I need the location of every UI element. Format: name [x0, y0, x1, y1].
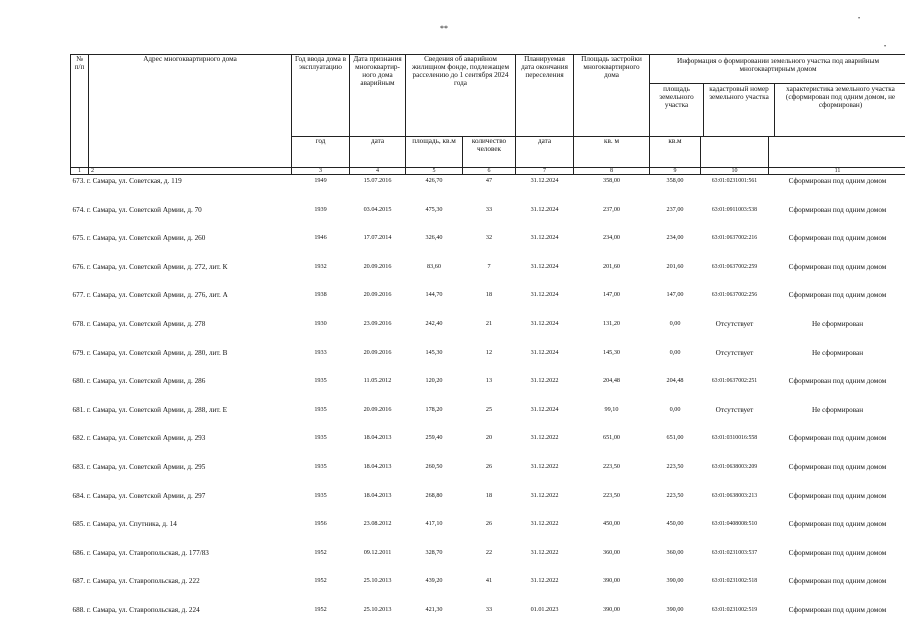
- row-plan-date: 01.01.2023: [530, 605, 559, 613]
- row-area: 242,40: [425, 319, 443, 327]
- row-built-area: 390,00: [602, 577, 620, 585]
- row-recognition-date: 09.12.2011: [363, 548, 392, 556]
- col-num: 4: [350, 168, 406, 175]
- row-recognition-date: 23.08.2012: [363, 520, 392, 528]
- row-status: Сформирован под одним домом: [788, 234, 887, 243]
- row-cadastral: Отсутствует: [715, 319, 754, 328]
- row-people: 33: [485, 205, 493, 213]
- page-number: **: [440, 24, 448, 33]
- table-row: [71, 375, 905, 404]
- row-built-area: 358,00: [602, 177, 620, 184]
- row-address: г. Самара, ул. Советской Армии, д. 286: [86, 377, 206, 386]
- row-recognition-date: 25.10.2013: [363, 605, 392, 613]
- row-area: 439,20: [425, 577, 443, 585]
- row-land-area: 0,00: [669, 319, 681, 327]
- column-numbers-row: [71, 168, 905, 175]
- row-cadastral: 63:01:0637002:251: [711, 378, 758, 385]
- table-row: [71, 289, 905, 318]
- row-recognition-date: 20.09.2016: [363, 291, 392, 299]
- row-recognition-date: 23.09.2016: [363, 319, 392, 327]
- col-date-header: Дата признания многоквартир-ного дома аварийным: [350, 55, 406, 137]
- row-address-cell: [71, 461, 292, 490]
- row-number: 687.: [72, 577, 86, 586]
- row-status: Сформирован под одним домом: [788, 291, 887, 300]
- row-area: 145,30: [425, 348, 443, 356]
- row-land-area: 201,60: [666, 262, 684, 270]
- row-number: 686.: [72, 548, 86, 557]
- row-year: 1956: [314, 520, 327, 528]
- row-status: Сформирован под одним домом: [788, 377, 887, 386]
- row-land-area: 390,00: [666, 605, 684, 613]
- col-num: 1: [71, 168, 89, 175]
- sub-people: количество человек: [463, 137, 516, 168]
- col-num: 7: [516, 168, 574, 175]
- row-people: 20: [485, 434, 493, 442]
- row-address: г. Самара, ул. Советской Армии, д. 272, лит. К: [86, 262, 228, 271]
- row-built-area: 360,00: [602, 548, 620, 556]
- table-row: [71, 518, 905, 547]
- row-built-area: 204,48: [602, 377, 620, 385]
- row-number: 675.: [72, 234, 86, 243]
- col-land-group-header: [650, 55, 905, 137]
- row-plan-date: 31.12.2024: [530, 177, 559, 184]
- row-number: 678.: [72, 319, 86, 328]
- scan-speck: •: [884, 44, 887, 50]
- row-address: г. Самара, ул. Спутника, д. 14: [86, 520, 177, 529]
- row-land-area: 360,00: [666, 548, 684, 556]
- row-number: 680.: [72, 377, 86, 386]
- col-address-header: Адрес многоквартирного дома: [89, 55, 292, 168]
- row-built-area: 201,60: [602, 262, 620, 270]
- row-address-cell: [71, 404, 292, 433]
- col-num: 5: [406, 168, 463, 175]
- col-num: 6: [463, 168, 516, 175]
- row-area: 426,70: [425, 177, 443, 184]
- table-row: [71, 604, 905, 633]
- row-plan-date: 31.12.2022: [530, 377, 559, 385]
- row-people: 32: [485, 234, 493, 242]
- row-plan-date: 31.12.2024: [530, 405, 559, 413]
- row-address: г. Самара, ул. Ставропольская, д. 177/83: [86, 548, 209, 557]
- row-status: Сформирован под одним домом: [788, 520, 887, 529]
- col-kad-header: кадастровый номер земельного участка: [704, 84, 775, 136]
- row-address-cell: [71, 289, 292, 318]
- row-land-area: 237,00: [666, 205, 684, 213]
- row-address: г. Самара, ул. Советской Армии, д. 293: [86, 434, 206, 443]
- row-status: Не сформирован: [811, 319, 864, 328]
- row-cadastral: 63:01:0408008:510: [711, 521, 758, 528]
- row-address: г. Самара, ул. Советской Армии, д. 70: [86, 205, 202, 214]
- row-plan-date: 31.12.2024: [530, 205, 559, 213]
- row-area: 260,50: [425, 462, 443, 470]
- row-cadastral: 63:01:0637002:256: [711, 292, 758, 299]
- row-built-area: 223,50: [602, 491, 620, 499]
- row-recognition-date: 18.04.2013: [363, 491, 392, 499]
- sub-built: кв. м: [574, 137, 650, 168]
- row-address: г. Самара, ул. Советской Армии, д. 260: [86, 234, 206, 243]
- col-num: 11: [769, 168, 905, 175]
- row-address: г. Самара, ул. Советской Армии, д. 288, лит. Е: [86, 405, 227, 414]
- row-address: г. Самара, ул. Советская, д. 119: [86, 177, 182, 185]
- scan-speck: •: [858, 16, 861, 22]
- table-row: [71, 232, 905, 261]
- row-number: 681.: [72, 405, 86, 414]
- row-cadastral: Отсутствует: [715, 405, 754, 414]
- row-status: Сформирован под одним домом: [788, 491, 887, 500]
- row-recognition-date: 03.04.2015: [363, 205, 392, 213]
- row-cadastral: 63:01:0231003:537: [711, 549, 758, 556]
- col-plan-header: Планируемая дата окончания переселения: [516, 55, 574, 137]
- row-cadastral: 63:01:0310016:558: [711, 435, 758, 442]
- row-recognition-date: 17.07.2014: [363, 234, 392, 242]
- col-num: 10: [701, 168, 769, 175]
- row-address-cell: [71, 347, 292, 376]
- row-year: 1946: [314, 234, 327, 242]
- row-address-cell: [71, 261, 292, 290]
- row-land-area: 204,48: [666, 377, 684, 385]
- row-recognition-date: 20.09.2016: [363, 262, 392, 270]
- row-people: 26: [485, 462, 493, 470]
- row-people: 18: [485, 291, 493, 299]
- row-address-cell: [71, 175, 292, 204]
- row-status: Сформирован под одним домом: [788, 462, 887, 471]
- housing-table: [70, 54, 905, 633]
- row-plan-date: 31.12.2024: [530, 348, 559, 356]
- row-people: 26: [485, 520, 493, 528]
- row-built-area: 99,10: [604, 405, 619, 413]
- row-year: 1938: [314, 291, 327, 299]
- row-address: г. Самара, ул. Ставропольская, д. 224: [86, 605, 200, 614]
- row-year: 1930: [314, 319, 327, 327]
- row-address-cell: [71, 547, 292, 576]
- row-built-area: 237,00: [602, 205, 620, 213]
- row-people: 21: [485, 319, 493, 327]
- row-status: Сформирован под одним домом: [788, 434, 887, 443]
- sub-land: кв.м: [650, 137, 701, 168]
- row-people: 22: [485, 548, 493, 556]
- row-cadastral: 63:01:0638003:209: [711, 463, 758, 470]
- row-status: Сформирован под одним домом: [788, 262, 887, 271]
- row-people: 41: [485, 577, 493, 585]
- row-year: 1935: [314, 405, 327, 413]
- table-row: [71, 490, 905, 519]
- row-land-area: 651,00: [666, 434, 684, 442]
- row-status: Сформирован под одним домом: [788, 577, 887, 586]
- col-status-header: характеристика земельного участка (сформирован под одним домом, не сформирован): [785, 85, 896, 109]
- row-number: 676.: [72, 262, 86, 271]
- row-plan-date: 31.12.2022: [530, 577, 559, 585]
- row-address-cell: [71, 604, 292, 633]
- row-year: 1932: [314, 262, 327, 270]
- row-recognition-date: 18.04.2013: [363, 434, 392, 442]
- table-row: [71, 318, 905, 347]
- row-number: 684.: [72, 491, 86, 500]
- row-year: 1939: [314, 205, 327, 213]
- row-land-area: 390,00: [666, 577, 684, 585]
- row-cadastral: 63:01:0231001:561: [711, 178, 758, 184]
- row-recognition-date: 18.04.2013: [363, 462, 392, 470]
- row-status: Не сформирован: [811, 348, 864, 357]
- row-plan-date: 31.12.2022: [530, 434, 559, 442]
- row-land-area: 223,50: [666, 491, 684, 499]
- row-year: 1935: [314, 434, 327, 442]
- row-people: 13: [485, 377, 493, 385]
- col-num: 2: [89, 168, 292, 175]
- row-people: 7: [487, 262, 491, 270]
- row-people: 47: [485, 177, 493, 184]
- row-address-cell: [71, 575, 292, 604]
- col-land-area-header: площадь земельного участка: [650, 84, 704, 136]
- row-number: 673.: [72, 177, 86, 185]
- row-plan-date: 31.12.2024: [530, 319, 559, 327]
- row-recognition-date: 20.09.2016: [363, 348, 392, 356]
- row-people: 33: [485, 605, 493, 613]
- table-row: [71, 461, 905, 490]
- row-area: 120,20: [425, 377, 443, 385]
- row-plan-date: 31.12.2022: [530, 491, 559, 499]
- row-year: 1952: [314, 548, 327, 556]
- row-address: г. Самара, ул. Ставропольская, д. 222: [86, 577, 200, 586]
- row-cadastral: 63:01:0231002:519: [711, 606, 758, 613]
- col-info-header: Сведения об аварийном жилищном фонде, подлежащем расселению до 1 сентября 2024 года: [406, 55, 516, 137]
- sub-plan: дата: [516, 137, 574, 168]
- col-year-header: Год ввода дома в эксплуатацию: [292, 55, 350, 137]
- table-row: [71, 347, 905, 376]
- table-row: [71, 575, 905, 604]
- table-row: [71, 432, 905, 461]
- row-cadastral: 63:01:0911003:538: [711, 206, 758, 213]
- row-year: 1933: [314, 348, 327, 356]
- row-status: Сформирован под одним домом: [788, 605, 887, 614]
- row-built-area: 223,50: [602, 462, 620, 470]
- row-plan-date: 31.12.2022: [530, 548, 559, 556]
- table-body: [71, 175, 905, 633]
- row-area: 83,60: [427, 262, 441, 270]
- row-land-area: 0,00: [669, 405, 681, 413]
- row-built-area: 450,00: [602, 520, 620, 528]
- row-status: Сформирован под одним домом: [788, 177, 887, 185]
- row-year: 1952: [314, 605, 327, 613]
- table-row: [71, 175, 905, 204]
- row-address: г. Самара, ул. Советской Армии, д. 276, лит. А: [86, 291, 228, 300]
- table-row: [71, 261, 905, 290]
- col-built-header: Площадь застройки многоквартирного дома: [574, 55, 650, 137]
- table-row: [71, 547, 905, 576]
- row-plan-date: 31.12.2024: [530, 262, 559, 270]
- row-built-area: 234,00: [602, 234, 620, 242]
- row-plan-date: 31.12.2022: [530, 520, 559, 528]
- sub-kad: [701, 137, 769, 168]
- row-status: Сформирован под одним домом: [788, 205, 887, 214]
- row-built-area: 147,00: [602, 291, 620, 299]
- row-area: 417,10: [425, 520, 443, 528]
- row-built-area: 390,00: [602, 605, 620, 613]
- row-area: 475,30: [425, 205, 443, 213]
- row-people: 25: [485, 405, 493, 413]
- row-land-area: 0,00: [669, 348, 681, 356]
- row-year: 1935: [314, 491, 327, 499]
- col-number-header: № п/п: [71, 55, 89, 168]
- row-address: г. Самара, ул. Советской Армии, д. 280, лит. В: [86, 348, 228, 357]
- row-recognition-date: 11.05.2012: [363, 377, 392, 385]
- row-address-cell: [71, 490, 292, 519]
- col-num: 9: [650, 168, 701, 175]
- row-area: 178,20: [425, 405, 443, 413]
- row-status: Не сформирован: [811, 405, 864, 414]
- row-year: 1949: [314, 177, 327, 184]
- row-land-area: 358,00: [666, 177, 684, 184]
- col-num: 8: [574, 168, 650, 175]
- row-year: 1935: [314, 462, 327, 470]
- row-land-area: 147,00: [666, 291, 684, 299]
- row-number: 682.: [72, 434, 86, 443]
- row-people: 18: [485, 491, 493, 499]
- row-address-cell: [71, 375, 292, 404]
- row-built-area: 651,00: [602, 434, 620, 442]
- row-land-area: 234,00: [666, 234, 684, 242]
- row-address-cell: [71, 232, 292, 261]
- row-address: г. Самара, ул. Советской Армии, д. 297: [86, 491, 206, 500]
- row-address-cell: [71, 432, 292, 461]
- row-year: 1935: [314, 377, 327, 385]
- row-recognition-date: 25.10.2013: [363, 577, 392, 585]
- sub-year: год: [292, 137, 350, 168]
- row-area: 421,30: [425, 605, 443, 613]
- row-number: 683.: [72, 462, 86, 471]
- col-num: 3: [292, 168, 350, 175]
- row-built-area: 131,20: [602, 319, 620, 327]
- row-address: г. Самара, ул. Советской Армии, д. 295: [86, 462, 206, 471]
- row-address-cell: [71, 318, 292, 347]
- table-row: [71, 204, 905, 233]
- row-built-area: 145,30: [602, 348, 620, 356]
- row-status: Сформирован под одним домом: [788, 548, 887, 557]
- row-number: 674.: [72, 205, 86, 214]
- row-address-cell: [71, 204, 292, 233]
- row-land-area: 450,00: [666, 520, 684, 528]
- sub-date: дата: [350, 137, 406, 168]
- row-area: 144,70: [425, 291, 443, 299]
- row-number: 685.: [72, 520, 86, 529]
- row-plan-date: 31.12.2022: [530, 462, 559, 470]
- row-number: 688.: [72, 605, 86, 614]
- row-address-cell: [71, 518, 292, 547]
- row-cadastral: Отсутствует: [715, 348, 754, 357]
- row-year: 1952: [314, 577, 327, 585]
- row-number: 677.: [72, 291, 86, 300]
- row-land-area: 223,50: [666, 462, 684, 470]
- row-area: 328,70: [425, 548, 443, 556]
- row-cadastral: 63:01:0637002:216: [711, 235, 758, 242]
- row-plan-date: 31.12.2024: [530, 291, 559, 299]
- row-people: 12: [485, 348, 493, 356]
- land-group-title: Информация о формировании земельного участка под аварийным многоквартирным домом: [650, 55, 905, 84]
- row-area: 326,40: [425, 234, 443, 242]
- row-cadastral: 63:01:0231002:518: [711, 578, 758, 585]
- sub-area: площадь, кв.м: [406, 137, 463, 168]
- row-cadastral: 63:01:0637002:259: [711, 263, 758, 270]
- row-cadastral: 63:01:0638003:213: [711, 492, 758, 499]
- sub-status: [769, 137, 905, 168]
- row-address: г. Самара, ул. Советской Армии, д. 278: [86, 319, 206, 328]
- row-recognition-date: 20.09.2016: [363, 405, 392, 413]
- header-row: [71, 55, 905, 137]
- table-row: [71, 404, 905, 433]
- row-area: 268,80: [425, 491, 443, 499]
- row-recognition-date: 15.07.2016: [363, 177, 392, 184]
- row-area: 259,40: [425, 434, 443, 442]
- row-number: 679.: [72, 348, 86, 357]
- row-plan-date: 31.12.2024: [530, 234, 559, 242]
